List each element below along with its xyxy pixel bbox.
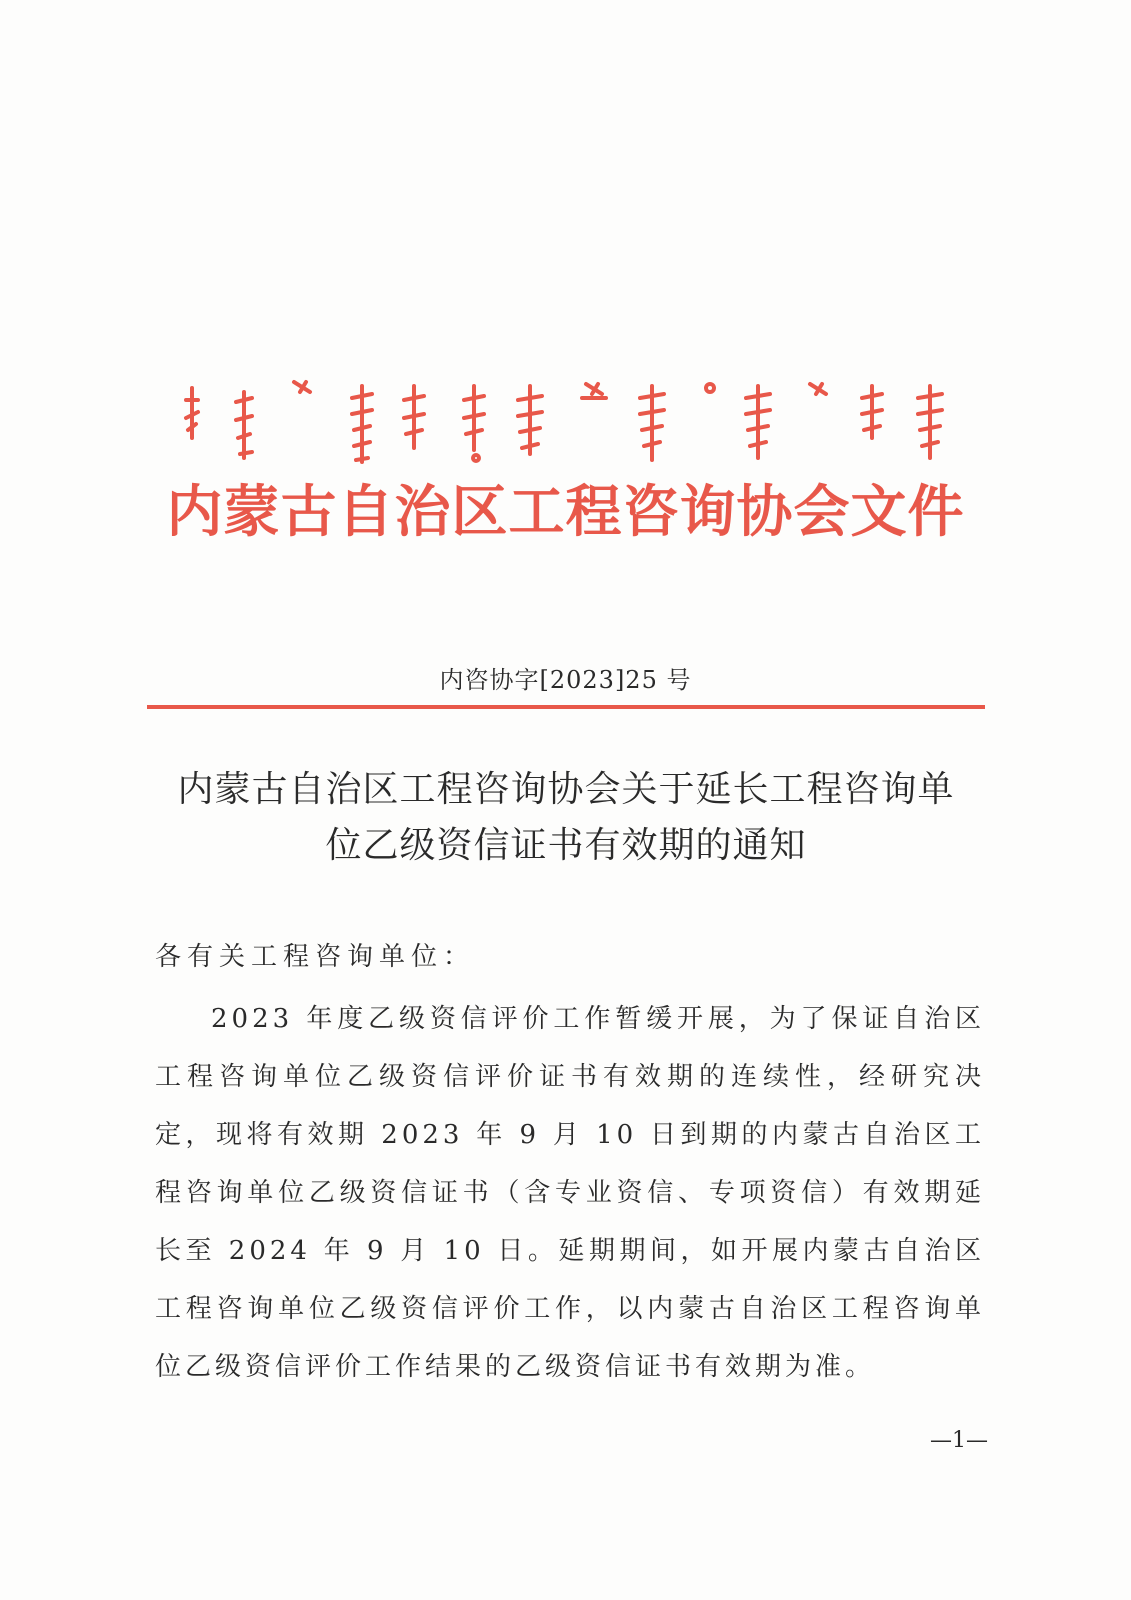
- red-divider-line: [147, 705, 985, 709]
- page-number: —1—: [930, 1428, 988, 1453]
- notice-title: [150, 762, 982, 874]
- notice-title-line-2: 位乙级资信证书有效期的通知: [325, 825, 807, 866]
- addressee: 各有关工程咨询单位：: [155, 942, 476, 972]
- notice-title-line-1: 内蒙古自治区工程咨询协会关于延长工程咨询单: [177, 769, 955, 810]
- organization-title: 内蒙古自治区工程咨询协会文件: [166, 480, 965, 545]
- document-number: 内咨协字[2023]25 号: [439, 666, 692, 694]
- body-paragraph: 2023 年度乙级资信评价工作暂缓开展，为了保证自治区工程咨询单位乙级资信评价证书有效期的连续性，经研究决定，现将有效期 2023 年 9 月 10 日到期的内蒙古自治区工程咨询单位乙级资信证书（含专业资信、专项资信）有效期延长至 2024 年 9 月 10 日。延期期间，如开展内蒙古自治区工程咨询单位乙级资信评价工作，以内蒙古自治区工程咨询单位乙级资信评价工作结果的乙级资信证书有效期为准。: [155, 1004, 985, 1382]
- mongolian-script-header: [182, 378, 952, 468]
